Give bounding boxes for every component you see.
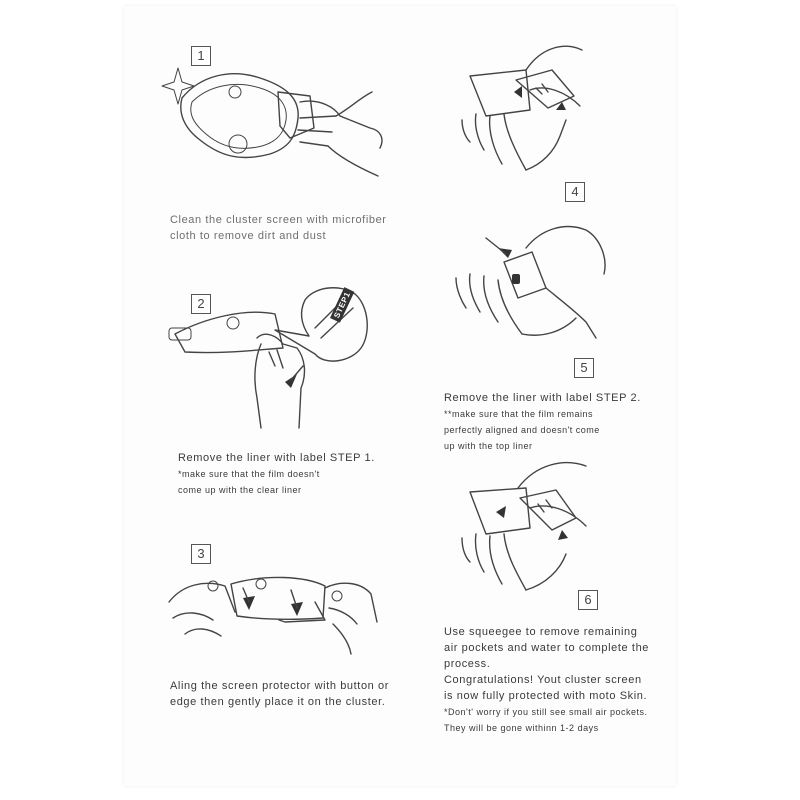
- step-3-text: [170, 678, 389, 710]
- step-4-illustration: [456, 40, 586, 190]
- step-3-illustration: [165, 562, 385, 662]
- step-2-number: 2: [191, 294, 211, 314]
- step-5-note-1: **make sure that the film remains: [444, 409, 594, 419]
- step-5-text: [444, 390, 641, 454]
- step-5-note-2: perfectly aligned and doesn't come: [444, 425, 600, 435]
- step-6-line-1: Use squeegee to remove remaining: [444, 626, 638, 638]
- step-5-number: 5: [574, 358, 594, 378]
- arrow-down-right-icon: [291, 602, 303, 616]
- sparkle-icon: [162, 68, 194, 104]
- step-2-line-1: Remove the liner with label STEP 1.: [178, 452, 375, 464]
- step-5-line-1: Remove the liner with label STEP 2.: [444, 392, 641, 404]
- step-6-line-3: process.: [444, 658, 491, 670]
- step-5-illustration: [446, 218, 616, 358]
- step-6-line-5: is now fully protected with moto Skin.: [444, 690, 648, 702]
- step-3-number: 3: [191, 544, 211, 564]
- step-6-note-2: They will be gone withinn 1-2 days: [444, 723, 599, 733]
- step-1-illustration: [160, 58, 390, 208]
- step-6-line-2: air pockets and water to complete the: [444, 642, 650, 654]
- step-6-note-1: *Don't' worry if you still see small air pockets.: [444, 707, 648, 717]
- step-6-line-4: Congratulations! Yout cluster screen: [444, 674, 642, 686]
- step-2-note-2: come up with the clear liner: [178, 485, 302, 495]
- step-4-number: 4: [565, 182, 585, 202]
- step-2-text: [178, 450, 375, 498]
- step-2-note-1: *make sure that the film doesn't: [178, 469, 320, 479]
- arrow-left-icon: [514, 86, 522, 98]
- step-1-line-2: cloth to remove dirt and dust: [170, 230, 327, 242]
- step-1-line-1: Clean the cluster screen with microfiber: [170, 214, 387, 226]
- arrow-right-icon: [558, 530, 568, 540]
- step-6-number: 6: [578, 590, 598, 610]
- step-1-text: [170, 212, 387, 244]
- arrow-left-icon: [496, 506, 506, 518]
- step-5-note-3: up with the top liner: [444, 441, 533, 451]
- step-3-line-2: edge then gently place it on the cluster.: [170, 696, 386, 708]
- step-1-number: 1: [191, 46, 211, 66]
- step-6-text: [444, 624, 649, 736]
- step-3-line-1: Aling the screen protector with button or: [170, 680, 390, 692]
- arrow-down-left-icon: [243, 596, 255, 610]
- step-6-illustration: [456, 458, 606, 598]
- step1-sticker-label: STEP1: [330, 287, 354, 322]
